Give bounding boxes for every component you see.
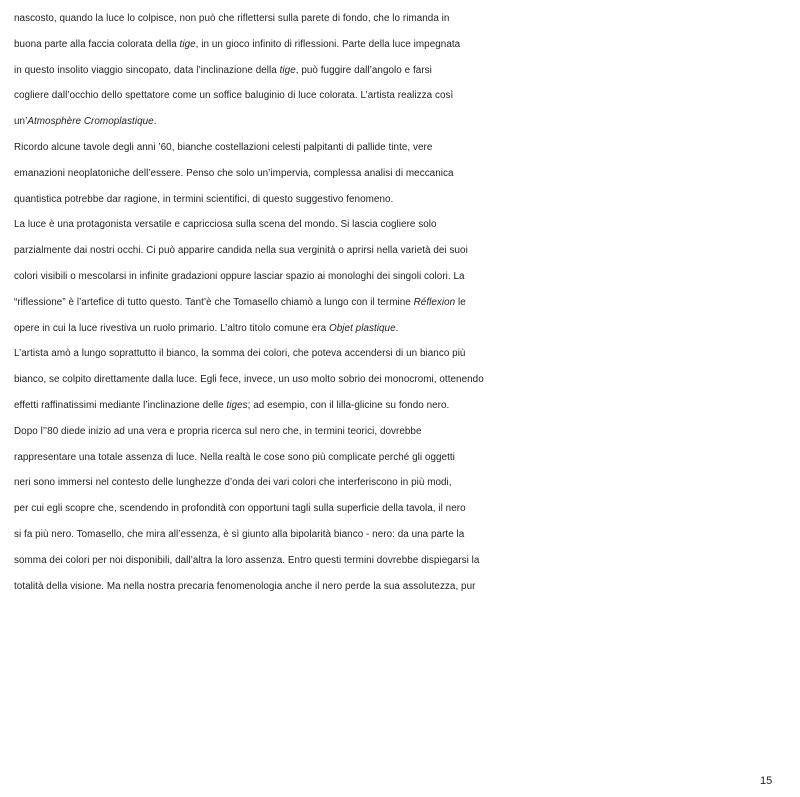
text-line — [14, 419, 798, 445]
text-run: si fa più nero. Tomasello, che mira all’essenza, è sì giunto alla bipolarità bianco - nero: da una parte la — [14, 528, 465, 540]
text-line — [14, 83, 798, 109]
text-line — [14, 393, 798, 419]
text-run: , in un gioco infinito di riflessioni. Parte della luce impegnata — [195, 38, 461, 50]
text-run: quantistica potrebbe dar ragione, in termini scientifici, di questo suggestivo fenomeno. — [14, 193, 394, 205]
text-line — [14, 522, 798, 548]
text-run: Dopo l’’80 diede inizio ad una vera e propria ricerca sul nero che, in termini teorici, dovrebbe — [14, 425, 422, 437]
text-line — [14, 32, 798, 58]
text-line — [14, 264, 798, 290]
text-run: un’ — [14, 116, 28, 128]
text-run: ; ad esempio, con il lilla-glicine su fondo nero. — [247, 399, 450, 411]
italic-text-run: Atmosphère Cromoplastique — [27, 116, 154, 128]
text-run: per cui egli scopre che, scendendo in profondità con opportuni tagli sulla superficie della tavola, il nero — [14, 503, 466, 515]
text-run: . — [153, 116, 157, 128]
text-run: totalità della visione. Ma nella nostra precaria fenomenologia anche il nero perde la sua assolutezza, pur — [14, 580, 476, 592]
text-run: , può fuggire dall’angolo e farsi — [295, 64, 432, 76]
text-run: emanazioni neoplatoniche dell’essere. Penso che solo un’impervia, complessa analisi di meccanica — [14, 167, 454, 179]
text-run: neri sono immersi nel contesto delle lunghezze d’onda dei vari colori che interferiscono in più modi, — [14, 477, 452, 489]
text-run: effetti raffinatissimi mediante l’inclinazione delle — [14, 399, 227, 411]
text-run: bianco, se colpito direttamente dalla luce. Egli fece, invece, un uso molto sobrio dei monocromi, ottenendo — [14, 374, 484, 386]
text-run: nascosto, quando la luce lo colpisce, non può che riflettersi sulla parete di fondo, che lo rimanda in — [14, 13, 450, 24]
text-line — [14, 6, 798, 32]
text-line — [14, 58, 798, 84]
italic-text-run: Objet plastique — [329, 322, 396, 334]
body-text — [14, 6, 798, 599]
text-run: in questo insolito viaggio sincopato, data l’inclinazione della — [14, 64, 280, 76]
page-number: 15 — [760, 775, 773, 787]
text-run: rappresentare una totale assenza di luce. Nella realtà le cose sono più complicate perché gli oggetti — [14, 451, 455, 463]
text-line — [14, 496, 798, 522]
text-line — [14, 161, 798, 187]
italic-text-run: tige — [179, 38, 196, 50]
text-line — [14, 109, 798, 135]
text-run: Ricordo alcune tavole degli anni ’60, bianche costellazioni celesti palpitanti di pallide tinte, vere — [14, 141, 433, 153]
text-line — [14, 290, 798, 316]
text-run: cogliere dall’occhio dello spettatore come un soffice baluginio di luce colorata. L’artista realizza così — [14, 90, 454, 102]
text-run: opere in cui la luce rivestiva un ruolo primario. L’altro titolo comune era — [14, 322, 330, 334]
italic-text-run: tige — [279, 64, 296, 76]
text-line — [14, 135, 798, 161]
italic-text-run: tiges — [226, 399, 248, 411]
text-line — [14, 548, 798, 574]
text-run: le — [455, 296, 466, 308]
text-line — [14, 341, 798, 367]
text-line — [14, 238, 798, 264]
text-line — [14, 316, 798, 342]
text-run: . — [395, 322, 399, 334]
text-run: L’artista amò a lungo soprattutto il bianco, la somma dei colori, che poteva accendersi di un bianco più — [14, 348, 466, 360]
text-line — [14, 187, 798, 213]
italic-text-run: Réflexion — [413, 296, 456, 308]
text-line — [14, 367, 798, 393]
text-line — [14, 212, 798, 238]
text-run: somma dei colori per noi disponibili, dall’altra la loro assenza. Entro questi termini dovrebbe dispiegarsi la — [14, 554, 480, 566]
text-run: colori visibili o mescolarsi in infinite gradazioni oppure lasciar spazio ai monologhi dei singoli colori. La — [14, 270, 465, 282]
text-line — [14, 445, 798, 471]
text-run: parzialmente dai nostri occhi. Ci può apparire candida nella sua verginità o aprirsi nella varietà dei suoi — [14, 245, 468, 257]
text-run: La luce è una protagonista versatile e capricciosa sulla scena del mondo. Si lascia cogliere solo — [14, 219, 437, 231]
text-run: “riflessione” è l’artefice di tutto questo. Tant’è che Tomasello chiamò a lungo con il termine — [14, 296, 414, 308]
text-run: buona parte alla faccia colorata della — [14, 38, 180, 50]
text-line — [14, 574, 798, 600]
text-line — [14, 470, 798, 496]
